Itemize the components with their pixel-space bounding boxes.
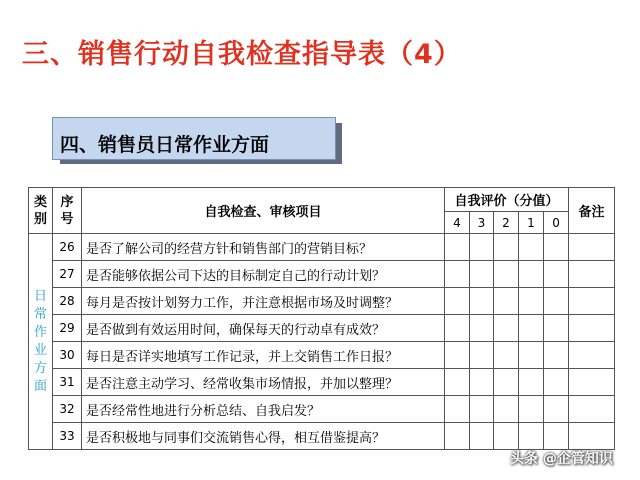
score-cell[interactable]	[544, 288, 569, 315]
table-row	[29, 342, 615, 369]
row-text: 是否积极地与同事们交流销售心得，相互借鉴提高？	[82, 423, 445, 450]
score-cell[interactable]	[544, 261, 569, 288]
score-cell[interactable]	[445, 234, 470, 261]
header-category-label: 类别	[33, 194, 47, 227]
header-category	[29, 188, 53, 234]
note-cell[interactable]	[569, 342, 615, 369]
score-cell[interactable]	[494, 234, 519, 261]
header-seq-label: 序号	[60, 194, 74, 227]
row-text: 每日是否详实地填写工作记录，并上交销售工作日报？	[82, 342, 445, 369]
row-number: 32	[53, 396, 82, 423]
note-cell[interactable]	[569, 423, 615, 450]
score-cell[interactable]	[494, 369, 519, 396]
note-cell[interactable]	[569, 369, 615, 396]
score-1: 1	[519, 212, 544, 234]
note-cell[interactable]	[569, 315, 615, 342]
score-cell[interactable]	[445, 342, 470, 369]
table-row	[29, 396, 615, 423]
score-cell[interactable]	[519, 423, 544, 450]
note-cell[interactable]	[569, 234, 615, 261]
score-cell[interactable]	[519, 234, 544, 261]
score-cell[interactable]	[470, 288, 494, 315]
score-0: 0	[544, 212, 569, 234]
score-cell[interactable]	[445, 369, 470, 396]
score-cell[interactable]	[445, 396, 470, 423]
row-text: 是否注意主动学习、经常收集市场情报，并加以整理？	[82, 369, 445, 396]
score-cell[interactable]	[470, 342, 494, 369]
row-text: 是否做到有效运用时间，确保每天的行动卓有成效？	[82, 315, 445, 342]
score-cell[interactable]	[470, 234, 494, 261]
category-label: 日常作业方面	[33, 288, 47, 394]
score-cell[interactable]	[470, 423, 494, 450]
score-3: 3	[470, 212, 494, 234]
header-note: 备注	[569, 188, 615, 234]
table-row	[29, 423, 615, 450]
score-cell[interactable]	[544, 234, 569, 261]
score-cell[interactable]	[544, 315, 569, 342]
row-number: 30	[53, 342, 82, 369]
header-seq	[53, 188, 82, 234]
score-cell[interactable]	[494, 261, 519, 288]
row-number: 28	[53, 288, 82, 315]
table-row	[29, 288, 615, 315]
score-cell[interactable]	[519, 288, 544, 315]
table-row	[29, 261, 615, 288]
note-cell[interactable]	[569, 396, 615, 423]
score-cell[interactable]	[519, 396, 544, 423]
table-row	[29, 369, 615, 396]
page-title: 三、销售行动自我检查指导表（4）	[22, 39, 462, 70]
score-cell[interactable]	[519, 369, 544, 396]
row-number: 31	[53, 369, 82, 396]
category-cell	[29, 234, 53, 450]
row-number: 27	[53, 261, 82, 288]
header-item: 自我检查、审核项目	[82, 188, 445, 234]
row-number: 33	[53, 423, 82, 450]
score-cell[interactable]	[445, 288, 470, 315]
row-number: 29	[53, 315, 82, 342]
note-cell[interactable]	[569, 261, 615, 288]
row-number: 26	[53, 234, 82, 261]
row-text: 是否能够依据公司下达的目标制定自己的行动计划？	[82, 261, 445, 288]
table-row	[29, 234, 615, 261]
score-cell[interactable]	[519, 342, 544, 369]
score-4: 4	[445, 212, 470, 234]
score-cell[interactable]	[544, 396, 569, 423]
row-text: 是否了解公司的经营方针和销售部门的营销目标？	[82, 234, 445, 261]
score-cell[interactable]	[470, 261, 494, 288]
row-text: 是否经常性地进行分析总结、自我启发？	[82, 396, 445, 423]
checklist-table	[28, 187, 615, 450]
score-cell[interactable]	[445, 315, 470, 342]
score-2: 2	[494, 212, 519, 234]
section-label: 四、销售员日常作业方面	[60, 134, 270, 156]
row-text: 每月是否按计划努力工作，并注意根据市场及时调整？	[82, 288, 445, 315]
header-row-1	[29, 188, 615, 212]
score-cell[interactable]	[445, 261, 470, 288]
score-cell[interactable]	[494, 423, 519, 450]
score-cell[interactable]	[544, 369, 569, 396]
score-cell[interactable]	[544, 423, 569, 450]
score-cell[interactable]	[445, 423, 470, 450]
score-cell[interactable]	[470, 396, 494, 423]
score-cell[interactable]	[544, 342, 569, 369]
score-cell[interactable]	[519, 315, 544, 342]
watermark: 头条 @企管知识	[510, 451, 613, 467]
score-cell[interactable]	[494, 342, 519, 369]
score-cell[interactable]	[494, 288, 519, 315]
score-cell[interactable]	[470, 315, 494, 342]
score-cell[interactable]	[519, 261, 544, 288]
note-cell[interactable]	[569, 288, 615, 315]
score-cell[interactable]	[494, 396, 519, 423]
header-evaluation: 自我评价（分值）	[445, 188, 569, 212]
table-row	[29, 315, 615, 342]
score-cell[interactable]	[494, 315, 519, 342]
score-cell[interactable]	[470, 369, 494, 396]
